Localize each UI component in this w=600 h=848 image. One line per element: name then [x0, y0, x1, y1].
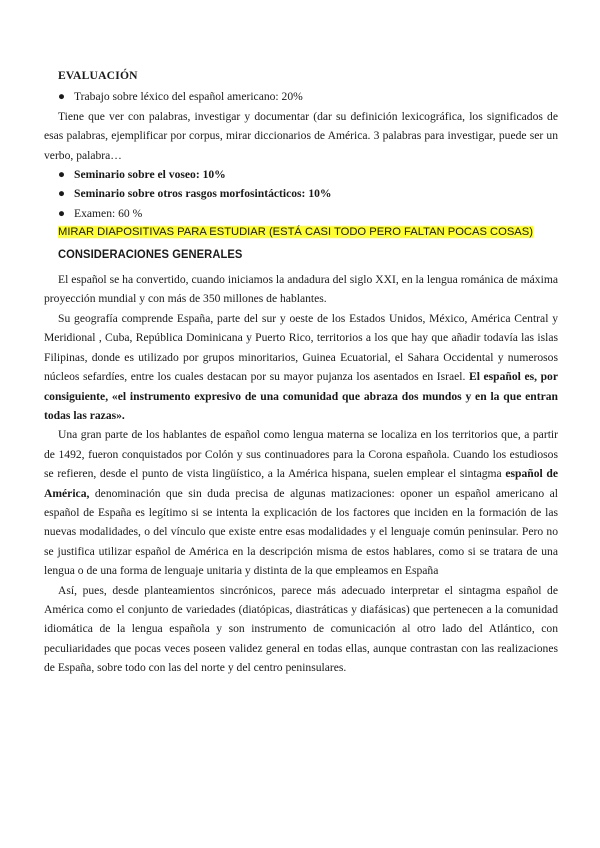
evaluation-item-description: Tiene que ver con palabras, investigar y documentar (dar su definición lexicográfica, los significados de esas palabras, ejemplificar por corpus, mirar diccionarios de América. 3 palabras para investigar, puede ser un verbo, palabra…: [44, 109, 558, 162]
bullet-icon: ●: [58, 206, 66, 220]
paragraph-4: Así, pues, desde planteamientos sincrónicos, parece más adecuado interpretar el sintagma español de América como el conjunto de variedades (diatópicas, diastráticas y diafásicas) que pertenecen a la comunidad idiomática de la lengua española y son instrumento de comunicación al otro lado del Atlántico, con peculiaridades que pocas veces poseen validez general en todas ellas, aunque contrastan con las realizaciones de España, sobre todo con las del norte y del centro peninsulares.: [44, 583, 558, 675]
paragraph-2-text: Su geografía comprende España, parte del sur y oeste de los Estados Unidos, México, América Central y Meridional , Cuba, República Dominicana y Puerto Rico, territorios a los que hay que añadir todavía las islas Filipinas, donde es utilizado por grupos minoritarios, Guinea Ecuatorial, el Sahara Occidental y numerosos núcleos sefardíes, entre los cuales destacan por su mayor pujanza los asentados en Israel.: [44, 311, 558, 384]
evaluation-item-morfosintaxis: [58, 184, 558, 203]
paragraph-3-text-b: denominación que sin duda precisa de algunas matizaciones: oponer un español americano al español de España es legítimo si se intenta la explicación de los factores que inciden en la formación de las nuevas modalidades, o del vínculo que existe entre esas modalidades y el lenguaje común peninsular. Pero no se justifica utilizar español de América en la descripción misma de estos hablares, como si se tratara de una lengua o de una forma de lenguaje unitaria y distinta de la que empleamos en España: [44, 486, 558, 578]
paragraph-1: El español se ha convertido, cuando iniciamos la andadura del siglo XXI, en la lengua románica de máxima proyección mundial y con más de 350 millones de hablantes.: [44, 273, 558, 306]
document-body: [44, 66, 558, 678]
paragraph-3-text-a: Una gran parte de los hablantes de español como lengua materna se localiza en los territorios que, a partir de 1492, fueron conquistados por Colón y sus continuadores para la Corona española. Cuando los estudiosos se refieren, desde el punto de vista lingüístico, a la América hispana, suelen emplear el sintagma: [44, 428, 558, 481]
bullet-icon: ●: [58, 187, 66, 201]
evaluation-item-text: Examen: 60 %: [74, 206, 143, 220]
considerations-heading: CONSIDERACIONES GENERALES: [58, 246, 243, 261]
evaluation-item-text: Seminario sobre otros rasgos morfosintácticos: 10%: [74, 187, 332, 201]
evaluation-item-lexico: [58, 87, 558, 106]
highlighted-note-text: MIRAR DIAPOSITIVAS PARA ESTUDIAR (ESTÁ CASI TODO PERO FALTAN POCAS COSAS): [58, 226, 533, 239]
paragraph-3: [44, 425, 558, 580]
evaluation-item-voseo: [58, 165, 558, 184]
paragraph-2: [44, 309, 558, 425]
bullet-icon: ●: [58, 168, 66, 182]
paragraph-3-bold-term: español de América,: [44, 467, 558, 500]
highlighted-note: [58, 223, 558, 242]
evaluation-heading: EVALUACIÓN: [58, 69, 138, 82]
evaluation-item-text: Trabajo sobre léxico del español americano: 20%: [74, 90, 303, 104]
bullet-icon: ●: [58, 90, 66, 104]
evaluation-item-examen: [58, 204, 558, 223]
evaluation-item-text: Seminario sobre el voseo: 10%: [74, 168, 226, 182]
paragraph-2-bold-quote: El español es, por consiguiente, «el instrumento expresivo de una comunidad que abraza dos mundos y en la que entran todas las razas».: [44, 370, 559, 422]
